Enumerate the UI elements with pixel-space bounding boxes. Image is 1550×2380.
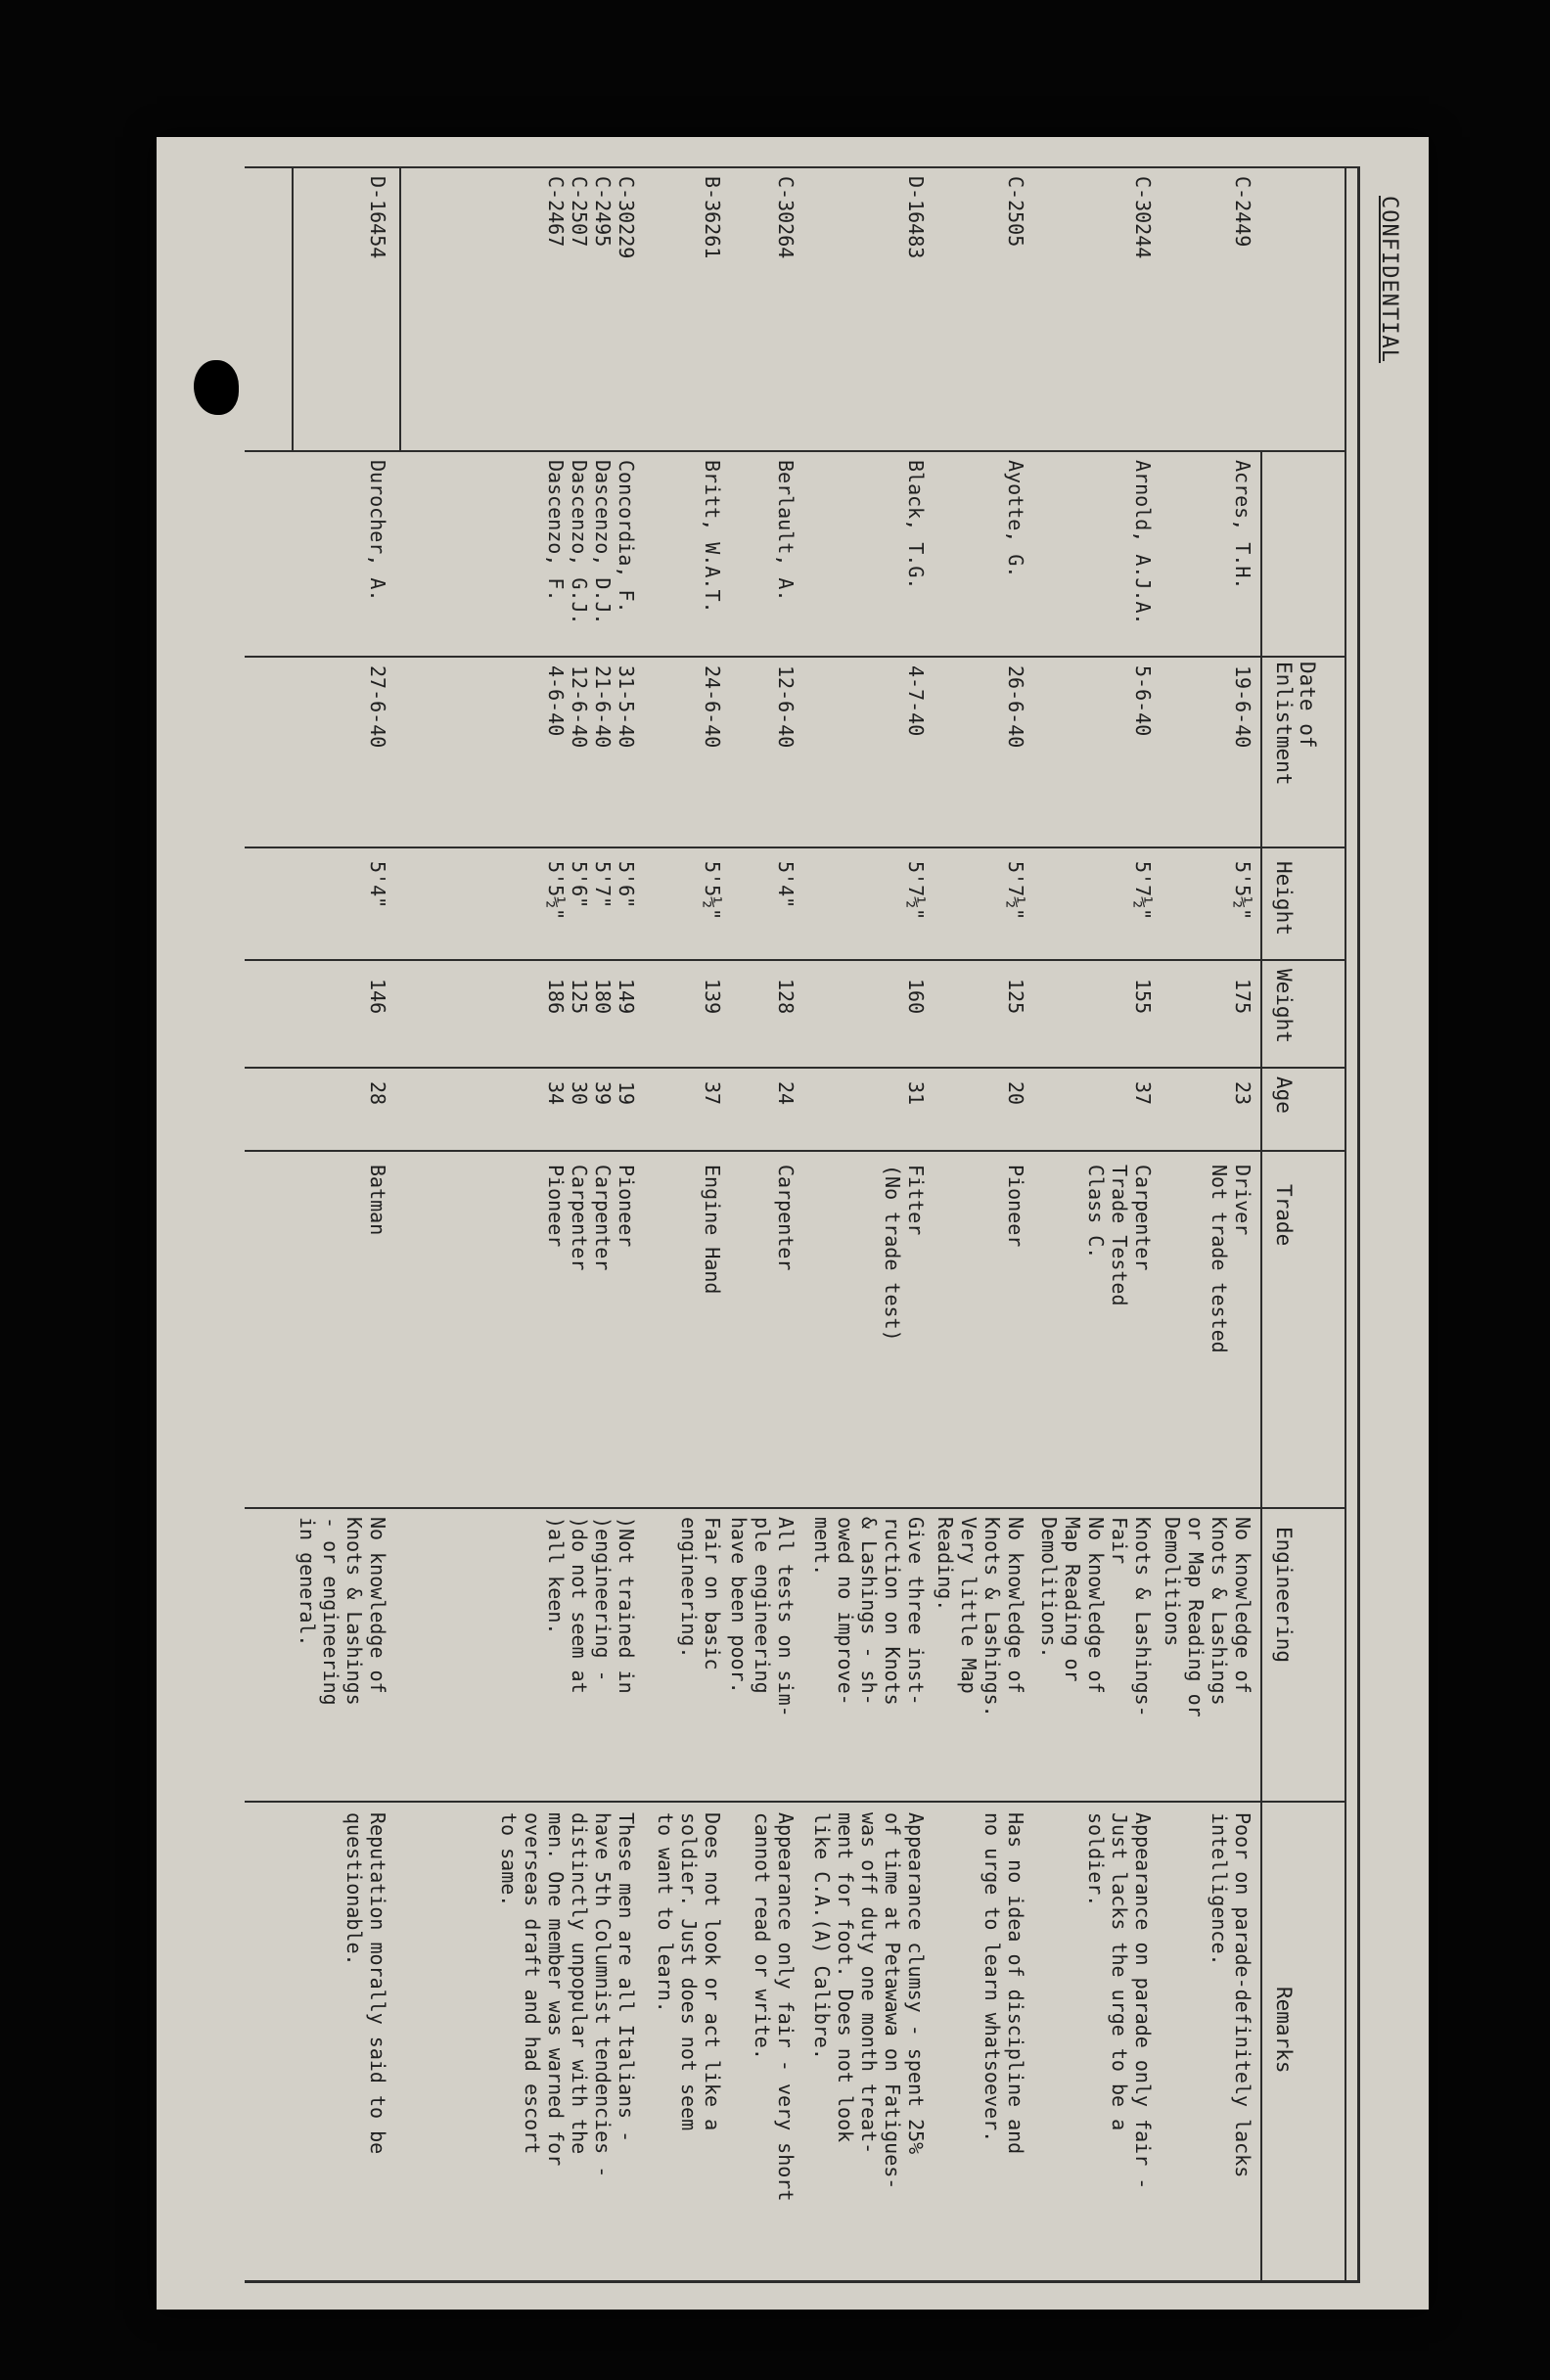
engineering-value: )Not trained in )engineering - )do not seem at )all keen. bbox=[544, 1517, 638, 1694]
weight-value: 175 bbox=[1231, 979, 1254, 1015]
soldier-name: Arnold, A.J.A. bbox=[1131, 460, 1155, 625]
column-divider bbox=[245, 1801, 1345, 1803]
weight-value: 149 180 125 186 bbox=[544, 979, 638, 1015]
trade-value: Driver Not trade tested bbox=[1208, 1165, 1254, 1353]
engineering-value: Fair on basic engineering. bbox=[677, 1517, 724, 1671]
column-divider bbox=[245, 656, 1345, 658]
enlistment-date: 4-7-40 bbox=[904, 665, 928, 737]
service-number: C-2449 bbox=[1231, 176, 1254, 248]
weight-value: 125 bbox=[1004, 979, 1027, 1015]
header-date-of-enlistment: Date of Enlistment bbox=[1272, 662, 1319, 786]
remarks-value: Appearance only fair - very short cannot read or write. bbox=[751, 1812, 798, 2202]
column-divider bbox=[245, 450, 1345, 452]
height-value: 5'7½" bbox=[904, 861, 928, 921]
engineering-value: No knowledge of Knots & Lashings or Map Reading or Demolitions bbox=[1161, 1517, 1254, 1717]
age-value: 28 bbox=[366, 1081, 389, 1106]
height-value: 5'5½" bbox=[1231, 861, 1254, 921]
height-value: 5'4" bbox=[774, 861, 798, 909]
engineering-value: Knots & Lashings- Fair No knowledge of Map Reading or Demolitions. bbox=[1037, 1517, 1155, 1717]
remarks-value: Appearance clumsy - spent 25% of time at Petawawa on Fatigues- was off duty one month treat- ment for foot. Does not look like C.A.(A) Calibre. bbox=[810, 1812, 928, 2190]
service-number: D-16454 bbox=[366, 176, 389, 259]
weight-value: 139 bbox=[701, 979, 724, 1015]
trade-value: Fitter (No trade test) bbox=[881, 1165, 928, 1342]
header-trade: Trade bbox=[1272, 1184, 1296, 1247]
soldier-name: Concordia, F. Dascenzo, D.J. Dascenzo, G.J. Dascenzo, F. bbox=[544, 460, 638, 625]
service-number: D-16483 bbox=[904, 176, 928, 259]
service-number: C-2505 bbox=[1004, 176, 1027, 248]
header-age: Age bbox=[1272, 1076, 1296, 1114]
remarks-value: Reputation morally said to be questionable. bbox=[342, 1812, 389, 2155]
trade-value: Batman bbox=[366, 1165, 389, 1236]
age-value: 19 39 30 34 bbox=[544, 1081, 638, 1106]
soldier-name: Britt, W.A.T. bbox=[701, 460, 724, 614]
column-divider bbox=[245, 959, 1345, 961]
rotated-table-sheet bbox=[157, 137, 1429, 2310]
age-value: 37 bbox=[701, 1081, 724, 1106]
remarks-value: These men are all Italians - have 5th Columnist tendencies - distinctly unpopular with the men. One member was warned for overseas draft and had escort to same. bbox=[497, 1812, 638, 2178]
trade-value: Pioneer Carpenter Carpenter Pioneer bbox=[544, 1165, 638, 1271]
weight-value: 146 bbox=[366, 979, 389, 1015]
height-value: 5'7½" bbox=[1131, 861, 1155, 921]
height-value: 5'4" bbox=[366, 861, 389, 909]
remarks-value: Poor on parade-definitely lacks intelligence. bbox=[1208, 1812, 1254, 2178]
trade-value: Engine Hand bbox=[701, 1165, 724, 1295]
enlistment-date: 24-6-40 bbox=[701, 665, 724, 749]
trade-value: Carpenter Trade Tested Class C. bbox=[1084, 1165, 1155, 1306]
service-number: C-30264 bbox=[774, 176, 798, 259]
service-number: B-36261 bbox=[701, 176, 724, 259]
enlistment-date: 27-6-40 bbox=[366, 665, 389, 749]
column-divider bbox=[245, 1507, 1345, 1509]
soldier-name: Ayotte, G. bbox=[1004, 460, 1027, 578]
header-remarks: Remarks bbox=[1272, 1987, 1296, 2074]
column-divider bbox=[245, 1150, 1345, 1152]
row-ruling bbox=[292, 166, 294, 450]
header-engineering: Engineering bbox=[1272, 1527, 1296, 1664]
height-value: 5'7½" bbox=[1004, 861, 1027, 921]
age-value: 24 bbox=[774, 1081, 798, 1106]
age-value: 20 bbox=[1004, 1081, 1027, 1106]
column-divider bbox=[245, 1067, 1345, 1069]
weight-value: 128 bbox=[774, 979, 798, 1015]
weight-value: 160 bbox=[904, 979, 928, 1015]
remarks-value: Has no idea of discipline and no urge to learn whatsoever. bbox=[980, 1812, 1027, 2155]
height-value: 5'6" 5'7" 5'6" 5'5½" bbox=[544, 861, 638, 921]
age-value: 31 bbox=[904, 1081, 928, 1106]
soldier-name: Durocher, A. bbox=[366, 460, 389, 602]
table-top-border bbox=[1357, 166, 1360, 2280]
engineering-value: No knowledge of Knots & Lashings - or engineering in general. bbox=[296, 1517, 389, 1706]
ink-blot bbox=[194, 360, 239, 415]
age-value: 23 bbox=[1231, 1081, 1254, 1106]
header-height: Height bbox=[1272, 861, 1296, 936]
column-divider bbox=[245, 847, 1345, 848]
trade-value: Pioneer bbox=[1004, 1165, 1027, 1248]
soldier-name: Berlault, A. bbox=[774, 460, 798, 602]
confidential-stamp: CONFIDENTIAL bbox=[1377, 196, 1401, 363]
table-right-border bbox=[245, 2280, 1360, 2283]
engineering-value: No knowledge of Knots & Lashings. Very little Map Reading. bbox=[934, 1517, 1027, 1717]
service-number: C-30229 C-2495 C-2507 C-2467 bbox=[544, 176, 638, 259]
remarks-value: Appearance on parade only fair - Just lacks the urge to be a soldier. bbox=[1084, 1812, 1155, 2190]
engineering-value: Give three inst- ruction on Knots & Lashings - sh- owed no improve- ment. bbox=[810, 1517, 928, 1706]
table-left-border bbox=[245, 166, 1360, 168]
header-separator bbox=[1260, 450, 1262, 2280]
remarks-value: Does not look or act like a soldier. Just does not seem to want to learn. bbox=[654, 1812, 724, 2131]
enlistment-date: 12-6-40 bbox=[774, 665, 798, 749]
service-number: C-30244 bbox=[1131, 176, 1155, 259]
soldier-name: Black, T.G. bbox=[904, 460, 928, 590]
enlistment-date: 26-6-40 bbox=[1004, 665, 1027, 749]
soldier-name: Acres, T.H. bbox=[1231, 460, 1254, 590]
enlistment-date: 31-5-40 21-6-40 12-6-40 4-6-40 bbox=[544, 665, 638, 749]
header-weight: Weight bbox=[1272, 969, 1296, 1043]
age-value: 37 bbox=[1131, 1081, 1155, 1106]
enlistment-date: 5-6-40 bbox=[1131, 665, 1155, 737]
enlistment-date: 19-6-40 bbox=[1231, 665, 1254, 749]
height-value: 5'5½" bbox=[701, 861, 724, 921]
row-ruling bbox=[399, 166, 401, 450]
trade-value: Carpenter bbox=[774, 1165, 798, 1271]
table-top-border-inner bbox=[1345, 166, 1346, 2280]
weight-value: 155 bbox=[1131, 979, 1155, 1015]
document-page bbox=[157, 137, 1429, 2310]
engineering-value: All tests on sim- ple engineering have been poor. bbox=[727, 1517, 798, 1717]
